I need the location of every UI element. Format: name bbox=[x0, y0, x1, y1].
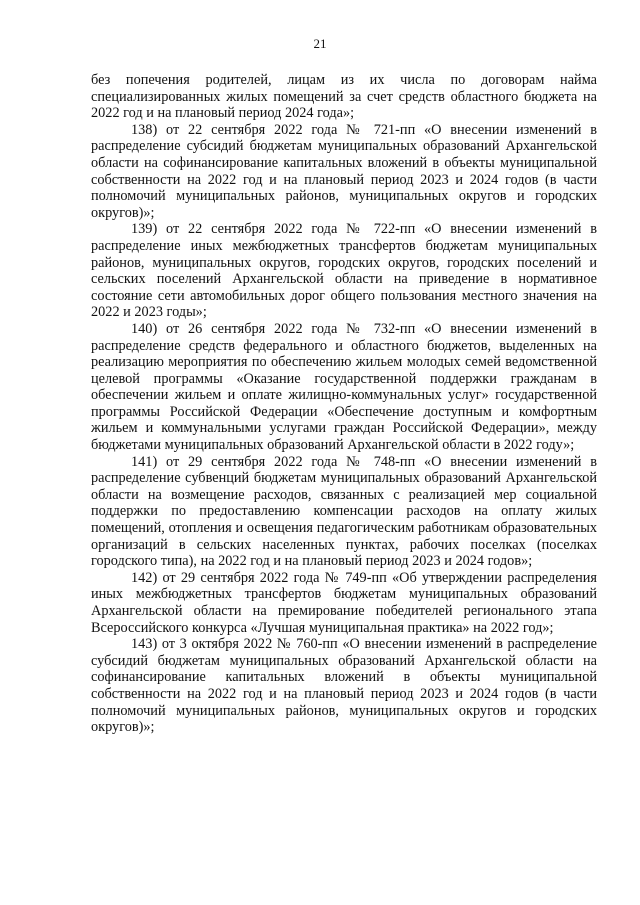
paragraph-item-138: 138) от 22 сентября 2022 года № 721-пп «О внесении изменений в распределение субсидий бюджетам муниципальных образований Архангельской области на софинансирование капитальных вложений в объекты муниципальной собственности на 2022 год и на плановый период 2023 и 2024 годов (в части полномочий муниципальных районов, муниципальных округов и городских округов)»; bbox=[91, 121, 597, 221]
paragraph-continuation: без попечения родителей, лицам из их числа по договорам найма специализированных жилых помещений за счет средств областного бюджета на 2022 год и на плановый период 2024 года»; bbox=[91, 72, 597, 122]
paragraph-item-142: 142) от 29 сентября 2022 года № 749-пп «Об утверждении распределения иных межбюджетных трансфертов бюджетам муниципальных образований Архангельской области на премирование победителей регионального этапа Всероссийского конкурса «Лучшая муниципальная практика» на 2022 год»; bbox=[91, 569, 597, 636]
paragraph-item-140: 140) от 26 сентября 2022 года № 732-пп «О внесении изменений в распределение средств федерального и областного бюджетов, выделенных на реализацию мероприятия по обеспечению жильем молодых семей ведомственной целевой программы «Оказание государственной поддержки гражданам в обеспечении жильем и оплате жилищно-коммунальных услуг» государственной программы Российской Федерации «Обеспечение доступным и комфортным жильем и коммунальными услугами граждан Российской Федерации», между бюджетами муниципальных образований Архангельской области в 2022 году»; bbox=[91, 320, 597, 454]
document-body bbox=[91, 72, 597, 736]
paragraph-item-143: 143) от 3 октября 2022 № 760-пп «О внесении изменений в распределение субсидий бюджетам муниципальных образований Архангельской области на софинансирование капитальных вложений в объекты муниципальной собственности на 2022 год и на плановый период 2023 и 2024 годов (в части полномочий муниципальных районов, муниципальных округов и городских округов)»; bbox=[91, 636, 597, 736]
paragraph-item-139: 139) от 22 сентября 2022 года № 722-пп «О внесении изменений в распределение иных межбюджетных трансфертов бюджетам муниципальных районов, муниципальных округов, городских округов, городских поселений и сельских поселений Архангельской области на приведение в нормативное состояние сети автомобильных дорог общего пользования местного значения на 2022 и 2023 годы»; bbox=[91, 221, 597, 321]
paragraph-item-141: 141) от 29 сентября 2022 года № 748-пп «О внесении изменений в распределение субвенций бюджетам муниципальных образований Архангельской области на возмещение расходов, связанных с реализацией мер социальной поддержки по предоставлению компенсации расходов на оплату жилых помещений, отопления и освещения педагогическим работникам образовательных организаций в сельских населенных пунктах, рабочих поселках (поселках городского типа), на 2022 год и на плановый период 2023 и 2024 годов»; bbox=[91, 453, 597, 570]
page-number: 21 bbox=[313, 36, 327, 51]
